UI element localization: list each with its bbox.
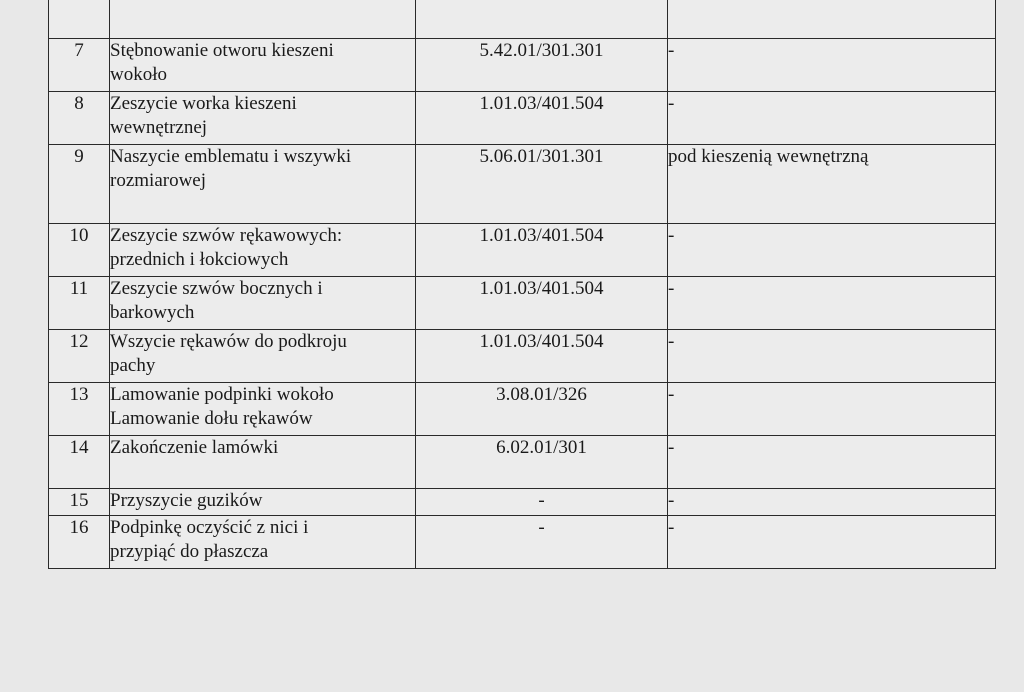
cell-operation [110,92,416,145]
operation-line: Zakończenie lamówki [110,437,279,458]
cell-note: - [668,330,996,383]
table-row [49,436,996,489]
cell-code: 5.06.01/301.301 [416,145,668,224]
operations-table [48,0,996,569]
operation-line: wewnętrznej [110,117,208,138]
table-row [49,39,996,92]
cell-code: 1.01.03/401.504 [416,92,668,145]
cell-num: 14 [49,436,110,489]
cell-num: 16 [49,516,110,569]
cell-operation [110,277,416,330]
operation-line: Przyszycie guzików [110,490,263,511]
cell-code: - [416,516,668,569]
cell-num: 9 [49,145,110,224]
table-row [49,516,996,569]
operation-line: Zeszycie worka kieszeni [110,93,297,114]
table-row [49,383,996,436]
cell-operation [110,224,416,277]
table-row [49,92,996,145]
operation-line: Stębnowanie otworu kieszeni [110,40,334,61]
table-row [49,145,996,224]
operation-line: wokoło [110,64,167,85]
table-row [49,277,996,330]
cell-num: 8 [49,92,110,145]
cell-num: 13 [49,383,110,436]
cell-note: - [668,383,996,436]
cell-code: 1.01.03/401.504 [416,277,668,330]
operation-line: Wszycie rękawów do podkroju [110,331,347,352]
operation-line: Lamowanie podpinki wokoło [110,384,334,405]
cell-num: 10 [49,224,110,277]
cell-note: - [668,436,996,489]
cell-num: 11 [49,277,110,330]
cell-operation [110,383,416,436]
cell-note: pod kieszenią wewnętrzną [668,145,996,224]
cell-num: 12 [49,330,110,383]
cell-code: 5.42.01/301.301 [416,39,668,92]
cell-code: 6.02.01/301 [416,436,668,489]
cell-code: - [416,489,668,516]
cell-note: - [668,39,996,92]
cell-note: - [668,277,996,330]
operation-line: przypiąć do płaszcza [110,541,269,562]
cell-operation [110,436,416,489]
operation-line: Podpinkę oczyścić z nici i [110,517,309,538]
cell-operation [110,39,416,92]
cell-operation [110,0,416,39]
cell-code: 1.01.03/401.504 [416,330,668,383]
cell-note [668,0,996,39]
cell-note: - [668,92,996,145]
operation-line: barkowych [110,302,195,323]
cell-operation [110,489,416,516]
operation-line: rozmiarowej [110,170,207,191]
cell-num [49,0,110,39]
operation-line: Lamowanie dołu rękawów [110,408,313,429]
operation-line: przednich i łokciowych [110,249,289,270]
cell-note: - [668,224,996,277]
cell-note: - [668,489,996,516]
cell-operation [110,516,416,569]
cell-code: 3.08.01/326 [416,383,668,436]
operation-line: pachy [110,355,156,376]
operation-line: Naszycie emblematu i wszywki [110,146,352,167]
operation-line: Zeszycie szwów bocznych i [110,278,323,299]
cell-num: 7 [49,39,110,92]
cell-operation [110,145,416,224]
cell-num: 15 [49,489,110,516]
cell-note: - [668,516,996,569]
table-row [49,489,996,516]
operation-line: Zeszycie szwów rękawowych: [110,225,343,246]
table-row [49,330,996,383]
cell-code: 1.01.03/401.504 [416,224,668,277]
cell-code [416,0,668,39]
table-row-partial-top [49,0,996,39]
cell-operation [110,330,416,383]
table-row [49,224,996,277]
